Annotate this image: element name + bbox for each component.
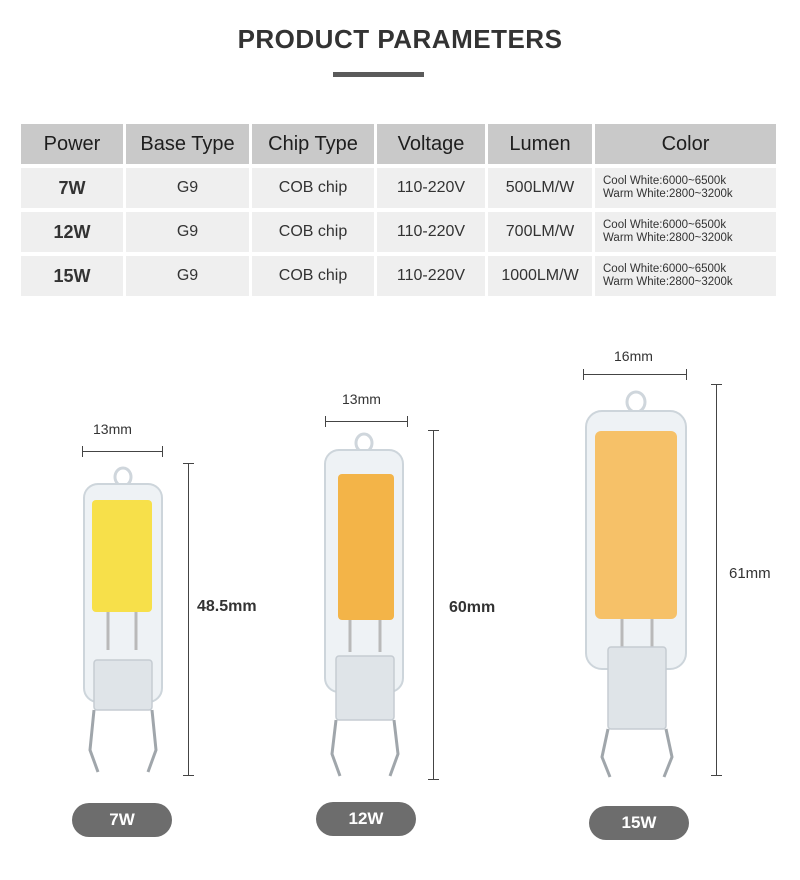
- width-label: 13mm: [342, 391, 381, 407]
- table-header-row: [21, 124, 776, 164]
- height-dimension-line: [188, 463, 189, 776]
- title-underline: [333, 72, 424, 77]
- chip-type-cell: COB chip: [252, 256, 374, 296]
- height-dimension-line: [433, 430, 434, 780]
- watt-badge: 7W: [72, 803, 172, 837]
- bulb-12w-image: [320, 428, 408, 780]
- power-cell: 15W: [21, 256, 123, 296]
- parameters-table: [18, 120, 779, 300]
- base-type-cell: G9: [126, 212, 249, 252]
- cool-white-text: Cool White:6000~6500k: [603, 219, 727, 231]
- dimension-tick: [407, 416, 408, 427]
- height-dimension-line: [716, 384, 717, 776]
- chip-type-cell: COB chip: [252, 212, 374, 252]
- lumen-cell: 1000LM/W: [488, 256, 592, 296]
- width-dimension-line: [583, 374, 687, 375]
- dimension-tick: [183, 463, 194, 464]
- watt-badge: 15W: [589, 806, 689, 840]
- table-row: [21, 168, 776, 208]
- dimension-tick: [183, 775, 194, 776]
- color-cell: [595, 168, 776, 208]
- watt-badge: 12W: [316, 802, 416, 836]
- height-label: 61mm: [729, 565, 771, 582]
- dimension-tick: [325, 416, 326, 427]
- bulb-15w-image: [582, 385, 690, 780]
- color-cell: [595, 212, 776, 252]
- warm-white-text: Warm White:2800~3200k: [603, 232, 733, 244]
- warm-white-text: Warm White:2800~3200k: [603, 188, 733, 200]
- cool-white-text: Cool White:6000~6500k: [603, 175, 727, 187]
- table-row: [21, 212, 776, 252]
- column-header-lumen: Lumen: [488, 124, 592, 164]
- width-label: 13mm: [93, 421, 132, 437]
- bulb-7w-image: [80, 460, 166, 778]
- page-title: PRODUCT PARAMETERS: [237, 24, 563, 54]
- chip-type-cell: COB chip: [252, 168, 374, 208]
- color-cell: [595, 256, 776, 296]
- column-header-power: Power: [21, 124, 123, 164]
- power-cell: 12W: [21, 212, 123, 252]
- voltage-cell: 110-220V: [377, 256, 485, 296]
- voltage-cell: 110-220V: [377, 168, 485, 208]
- chip: [92, 500, 152, 612]
- column-header-chip-type: Chip Type: [252, 124, 374, 164]
- dimension-tick: [428, 779, 439, 780]
- power-cell: 7W: [21, 168, 123, 208]
- dimension-tick: [583, 369, 584, 380]
- column-header-color: Color: [595, 124, 776, 164]
- chip: [338, 474, 394, 620]
- dimension-tick: [686, 369, 687, 380]
- width-dimension-line: [325, 421, 408, 422]
- height-label: 60mm: [449, 599, 496, 616]
- base-type-cell: G9: [126, 168, 249, 208]
- column-header-base-type: Base Type: [126, 124, 249, 164]
- dimension-tick: [162, 446, 163, 457]
- dimension-tick: [82, 446, 83, 457]
- height-label: 48.5mm: [197, 598, 257, 615]
- warm-white-text: Warm White:2800~3200k: [603, 276, 733, 288]
- lumen-cell: 700LM/W: [488, 212, 592, 252]
- width-dimension-line: [82, 451, 163, 452]
- table-row: [21, 256, 776, 296]
- column-header-voltage: Voltage: [377, 124, 485, 164]
- dimension-tick: [428, 430, 439, 431]
- lumen-cell: 500LM/W: [488, 168, 592, 208]
- voltage-cell: 110-220V: [377, 212, 485, 252]
- base-type-cell: G9: [126, 256, 249, 296]
- dimension-tick: [711, 384, 722, 385]
- chip: [595, 431, 677, 619]
- cool-white-text: Cool White:6000~6500k: [603, 263, 727, 275]
- width-label: 16mm: [614, 348, 653, 364]
- dimension-tick: [711, 775, 722, 776]
